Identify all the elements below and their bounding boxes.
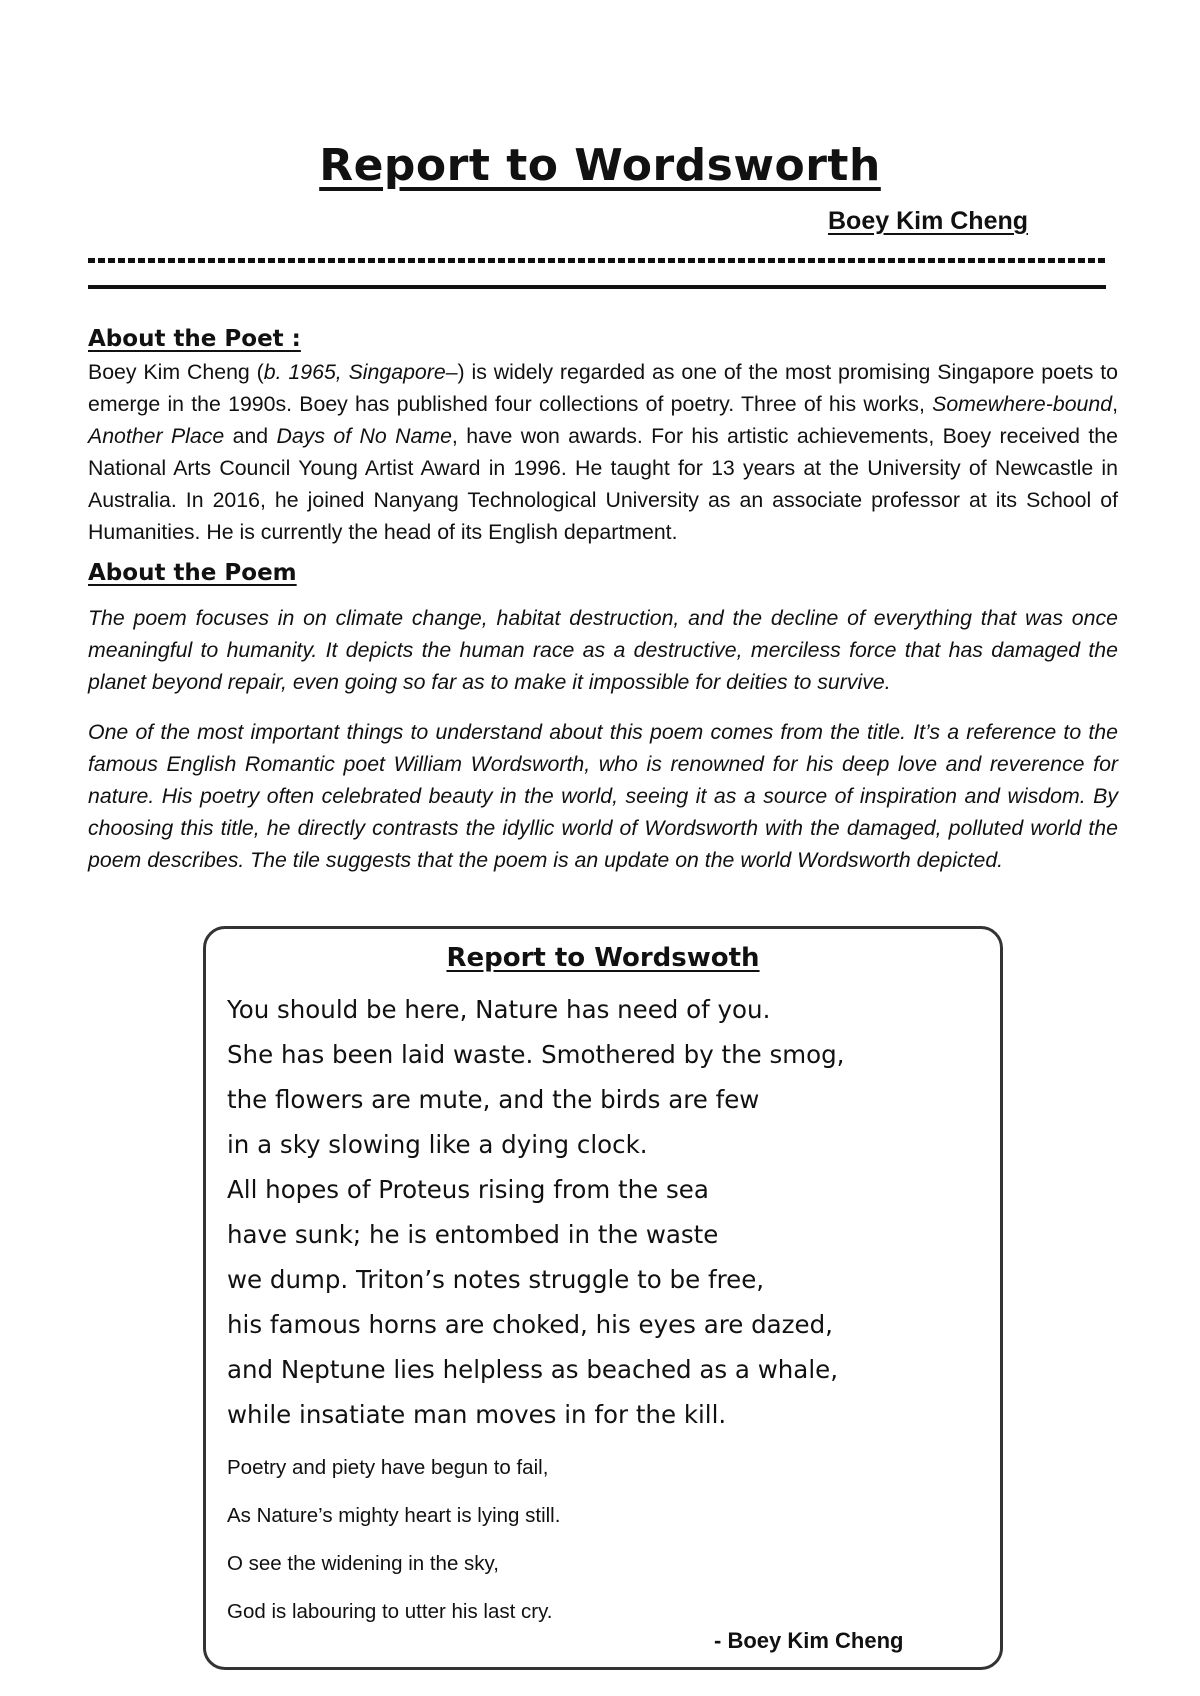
about-poet-heading: About the Poet : <box>88 326 301 352</box>
poem-title: Report to Wordswoth <box>446 943 760 973</box>
poem-line: the flowers are mute, and the birds are few <box>227 1085 760 1114</box>
poet-text-run: ) is widely regarded as one of the most promising Singapore poets to emerge in the 1990s. Boey has published four collections of poetry. Three of his works, <box>88 360 1118 416</box>
page-title: Report to Wordsworth <box>319 140 881 191</box>
solid-divider <box>88 285 1106 289</box>
poet-text-run: b. 1965, Singapore– <box>263 360 458 384</box>
about-poet-paragraph <box>88 356 1118 548</box>
poem-line: in a sky slowing like a dying clock. <box>227 1130 648 1159</box>
poem-line: You should be here, Nature has need of you. <box>227 995 771 1024</box>
poet-text-run: Another Place <box>88 424 225 448</box>
poem-line: As Nature’s mighty heart is lying still. <box>227 1504 561 1527</box>
dashed-divider <box>88 258 1106 268</box>
about-poem-paragraph-2: One of the most important things to understand about this poem comes from the title. It’s a reference to the famous English Romantic poet William Wordsworth, who is renowned for his deep love and reverence for nature. His poetry often celebrated beauty in the world, seeing it as a source of inspiration and wisdom. By choosing this title, he directly contrasts the idyllic world of Wordsworth with the damaged, polluted world the poem describes. The tile suggests that the poem is an update on the world Wordsworth depicted. <box>88 720 1118 872</box>
poet-text-run: Days of No Name <box>276 424 452 448</box>
poem-closing-stanza <box>227 1444 560 1636</box>
poet-text-run: and <box>224 424 277 448</box>
poem-line: his famous horns are choked, his eyes are dazed, <box>227 1310 833 1339</box>
poet-text-run: Somewhere-bound <box>932 392 1113 416</box>
poet-text-run: Boey Kim Cheng ( <box>88 360 264 384</box>
poem-line: O see the widening in the sky, <box>227 1552 499 1575</box>
poem-line: God is labouring to utter his last cry. <box>227 1600 553 1623</box>
poem-line: while insatiate man moves in for the kill. <box>227 1400 727 1429</box>
poem-line: Poetry and piety have begun to fail, <box>227 1456 549 1479</box>
poem-line: have sunk; he is entombed in the waste <box>227 1220 719 1249</box>
about-poem-heading: About the Poem <box>88 560 297 586</box>
poem-line: we dump. Triton’s notes struggle to be free, <box>227 1265 765 1294</box>
poem-line: All hopes of Proteus rising from the sea <box>227 1175 709 1204</box>
poem-signature: - Boey Kim Cheng <box>714 1628 904 1653</box>
poem-box <box>203 926 1003 1670</box>
poet-text-run: , <box>1112 392 1118 416</box>
poem-stanza <box>227 987 844 1437</box>
author-name: Boey Kim Cheng <box>828 207 1029 235</box>
poem-line: She has been laid waste. Smothered by the smog, <box>227 1040 845 1069</box>
poem-line: and Neptune lies helpless as beached as a whale, <box>227 1355 838 1384</box>
about-poem-paragraph-1: The poem focuses in on climate change, habitat destruction, and the decline of everything that was once meaningful to humanity. It depicts the human race as a destructive, merciless force that has damaged the planet beyond repair, even going so far as to make it impossible for deities to survive. <box>88 606 1118 694</box>
poet-text-run: , have won awards. For his artistic achievements, Boey received the National Arts Council Young Artist Award in 1996. He taught for 13 years at the University of Newcastle in Australia. In 2016, he joined Nanyang Technological University as an associate professor at its School of Humanities. He is currently the head of its English department. <box>88 424 1118 544</box>
